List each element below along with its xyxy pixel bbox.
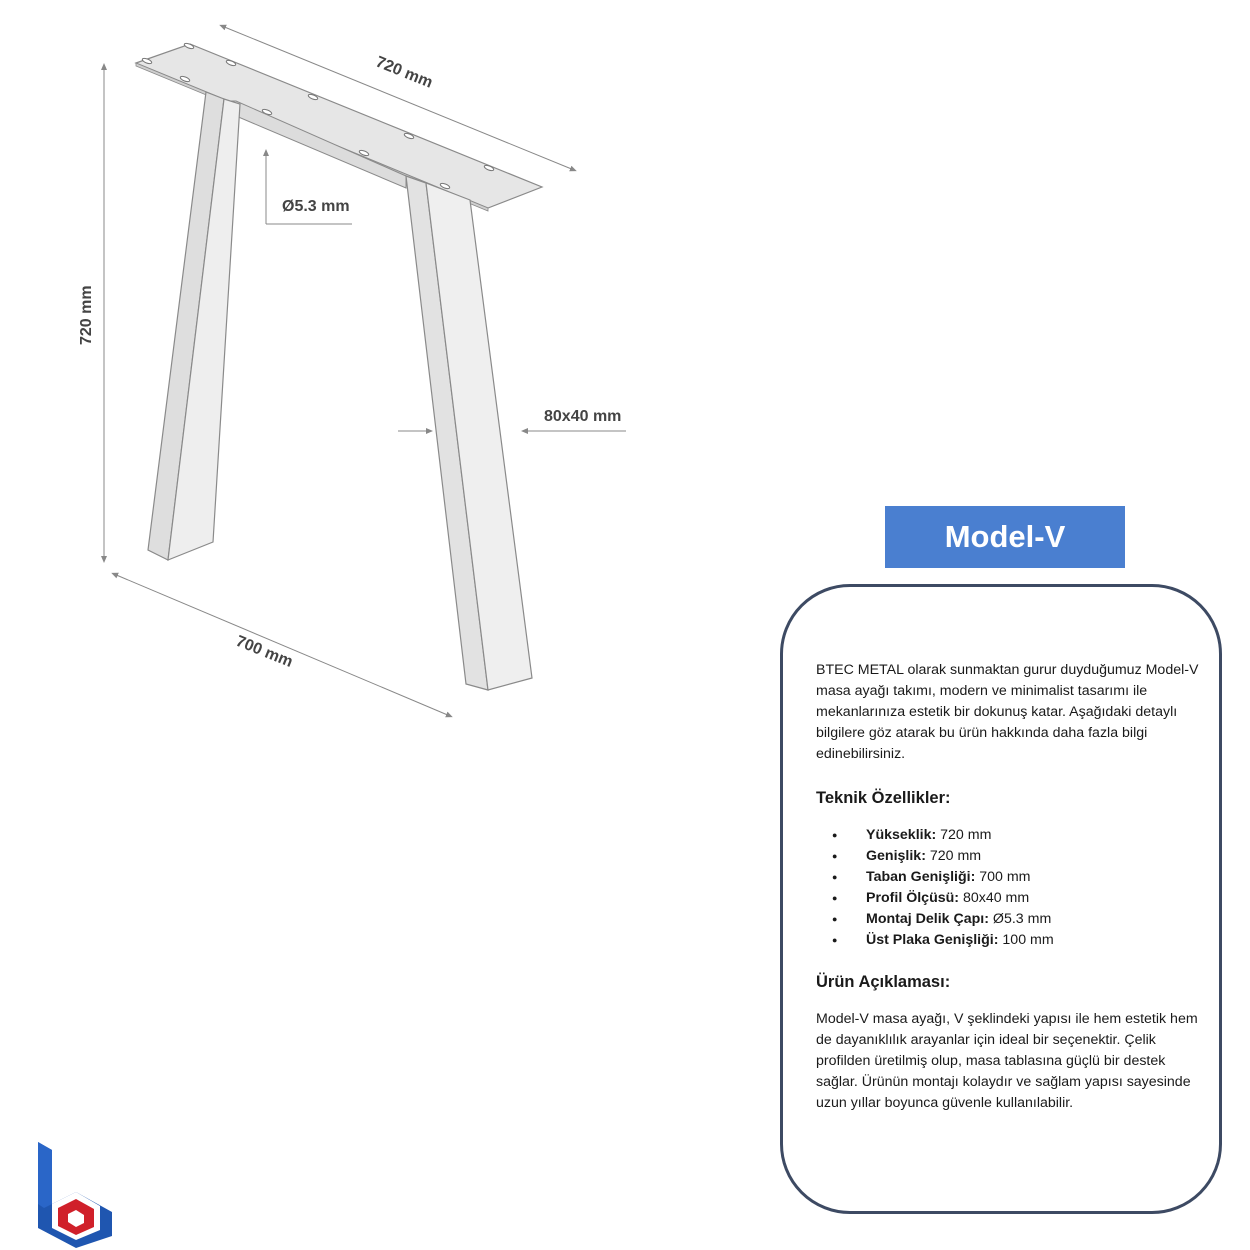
specs-list (816, 825, 1200, 951)
btec-b-logo-icon (36, 1142, 116, 1248)
spec-value: Ø5.3 mm (988, 911, 1052, 927)
profile-label: 80x40 mm (544, 408, 622, 425)
height-dimension (78, 66, 104, 560)
base-width-dimension (114, 574, 450, 716)
base-width-label: 700 mm (233, 632, 296, 671)
product-title: Model-V (885, 506, 1125, 568)
spec-key: Profil Ölçüsü: (866, 890, 960, 906)
intro-paragraph: BTEC METAL olarak sunmaktan gurur duyduğumuz Model-V masa ayağı takımı, modern ve minimalist tasarımı ile mekanlarınıza estetik bir dokunuş katar. Aşağıdaki detaylı bilgilere göz atarak bu ürün hakkında daha fazla bilgi edinebilirsiniz. (816, 662, 1199, 762)
technical-drawing (0, 0, 700, 760)
spec-key: Montaj Delik Çapı: (866, 911, 989, 927)
spec-item (816, 930, 1200, 951)
hole-label: Ø5.3 mm (282, 198, 350, 215)
spec-value: 100 mm (998, 932, 1054, 948)
spec-item (816, 846, 1200, 867)
hole-callout (266, 152, 352, 224)
height-label: 720 mm (78, 285, 95, 345)
spec-key: Taban Genişliği: (866, 869, 976, 885)
right-leg (406, 176, 532, 690)
description-heading: Ürün Açıklaması: (816, 973, 951, 991)
spec-item (816, 888, 1200, 909)
left-leg (148, 92, 240, 560)
spec-item (816, 909, 1200, 930)
profile-callout (398, 408, 626, 431)
spec-item (816, 825, 1200, 846)
specs-heading: Teknik Özellikler: (816, 789, 951, 807)
spec-key: Genişlik: (866, 848, 926, 864)
spec-key: Üst Plaka Genişliği: (866, 932, 999, 948)
spec-item (816, 867, 1200, 888)
description-paragraph: Model-V masa ayağı, V şeklindeki yapısı ile hem estetik hem de dayanıklılık arayanlar için ideal bir seçenektir. Çelik profilden üretilmiş olup, masa tablasına güçlü bir destek sağlar. Ürünün montajı kolaydır ve sağlam yapısı sayesinde uzun yıllar boyunca güvenle kullanılabilir. (816, 1011, 1198, 1111)
spec-value: 720 mm (925, 848, 982, 864)
spec-value: 700 mm (975, 869, 1031, 885)
spec-value: 720 mm (936, 827, 992, 843)
spec-value: 80x40 mm (959, 890, 1030, 906)
product-card-content (816, 660, 1200, 1114)
spec-key: Yükseklik: (866, 827, 937, 843)
top-length-label: 720 mm (373, 53, 435, 92)
